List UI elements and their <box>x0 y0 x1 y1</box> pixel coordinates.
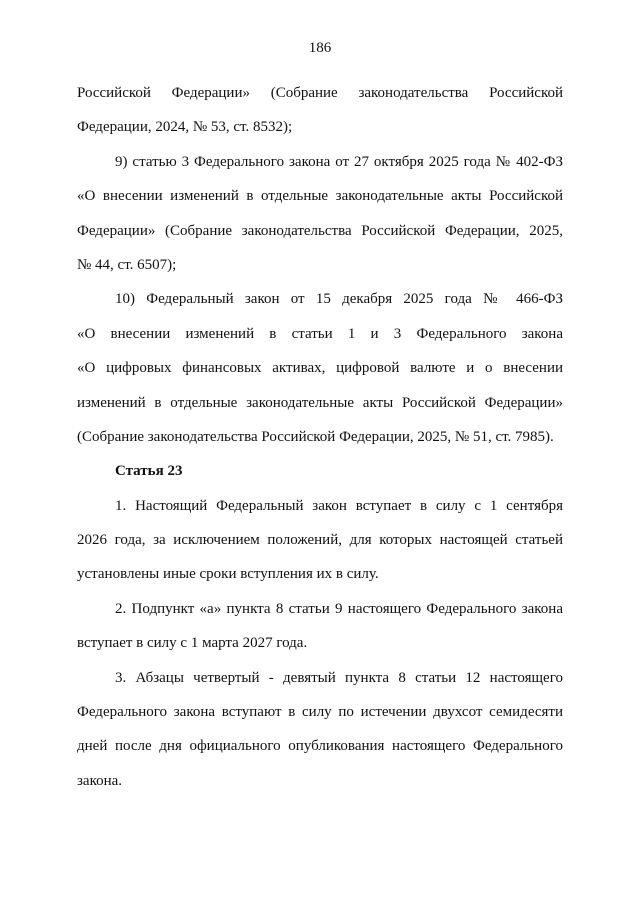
text-line: Российской Федерации» (Собрание законодательства Российской <box>77 85 563 101</box>
document-body <box>77 76 563 798</box>
text-line: 10) Федеральный закон от 15 декабря 2025 года № 466-ФЗ <box>115 291 563 308</box>
text-line: 2026 года, за исключением положений, для которых настоящей статьей <box>77 532 563 549</box>
text-line: «О цифровых финансовых активах, цифровой валюте и о внесении <box>77 360 563 377</box>
text-line: № 44, ст. 6507); <box>77 256 177 273</box>
text-line: изменений в отдельные законодательные акты Российской Федерации» <box>77 394 563 411</box>
text-line: 9) статью 3 Федерального закона от 27 октября 2025 года № 402-ФЗ <box>115 153 563 170</box>
text-line: дней после дня официального опубликования настоящего Федерального <box>77 738 563 755</box>
text-line: Федерации, 2024, № 53, ст. 8532); <box>77 119 293 136</box>
paragraph-article-23-part-1 <box>77 489 563 592</box>
text-line: Федерального закона вступают в силу по истечении двухсот семидесяти <box>77 704 563 721</box>
article-heading: Статья 23 <box>115 463 183 480</box>
text-line: «О внесении изменений в отдельные законодательные акты Российской <box>77 188 563 205</box>
paragraph-citation-continuation <box>77 76 563 145</box>
text-line: 3. Абзацы четвертый - девятый пункта 8 статьи 12 настоящего <box>115 669 563 686</box>
text-line: Федерации» (Собрание законодательства Российской Федерации, 2025, <box>77 222 563 239</box>
page-number: 186 <box>308 40 332 56</box>
paragraph-item-9 <box>77 145 563 283</box>
text-line: установлены иные сроки вступления их в силу. <box>77 566 379 583</box>
text-line: 2. Подпункт «а» пункта 8 статьи 9 настоящего Федерального закона <box>115 600 563 617</box>
paragraph-article-23-part-2 <box>77 592 563 661</box>
paragraph-item-10 <box>77 282 563 454</box>
text-line: (Собрание законодательства Российской Федерации, 2025, № 51, ст. 7985). <box>77 428 554 445</box>
paragraph-article-23-part-3 <box>77 661 563 799</box>
text-line: «О внесении изменений в статьи 1 и 3 Федерального закона <box>77 325 563 342</box>
text-line: вступает в силу с 1 марта 2027 года. <box>77 635 308 652</box>
text-line: 1. Настоящий Федеральный закон вступает в силу с 1 сентября <box>115 497 563 514</box>
text-line: закона. <box>77 772 123 789</box>
